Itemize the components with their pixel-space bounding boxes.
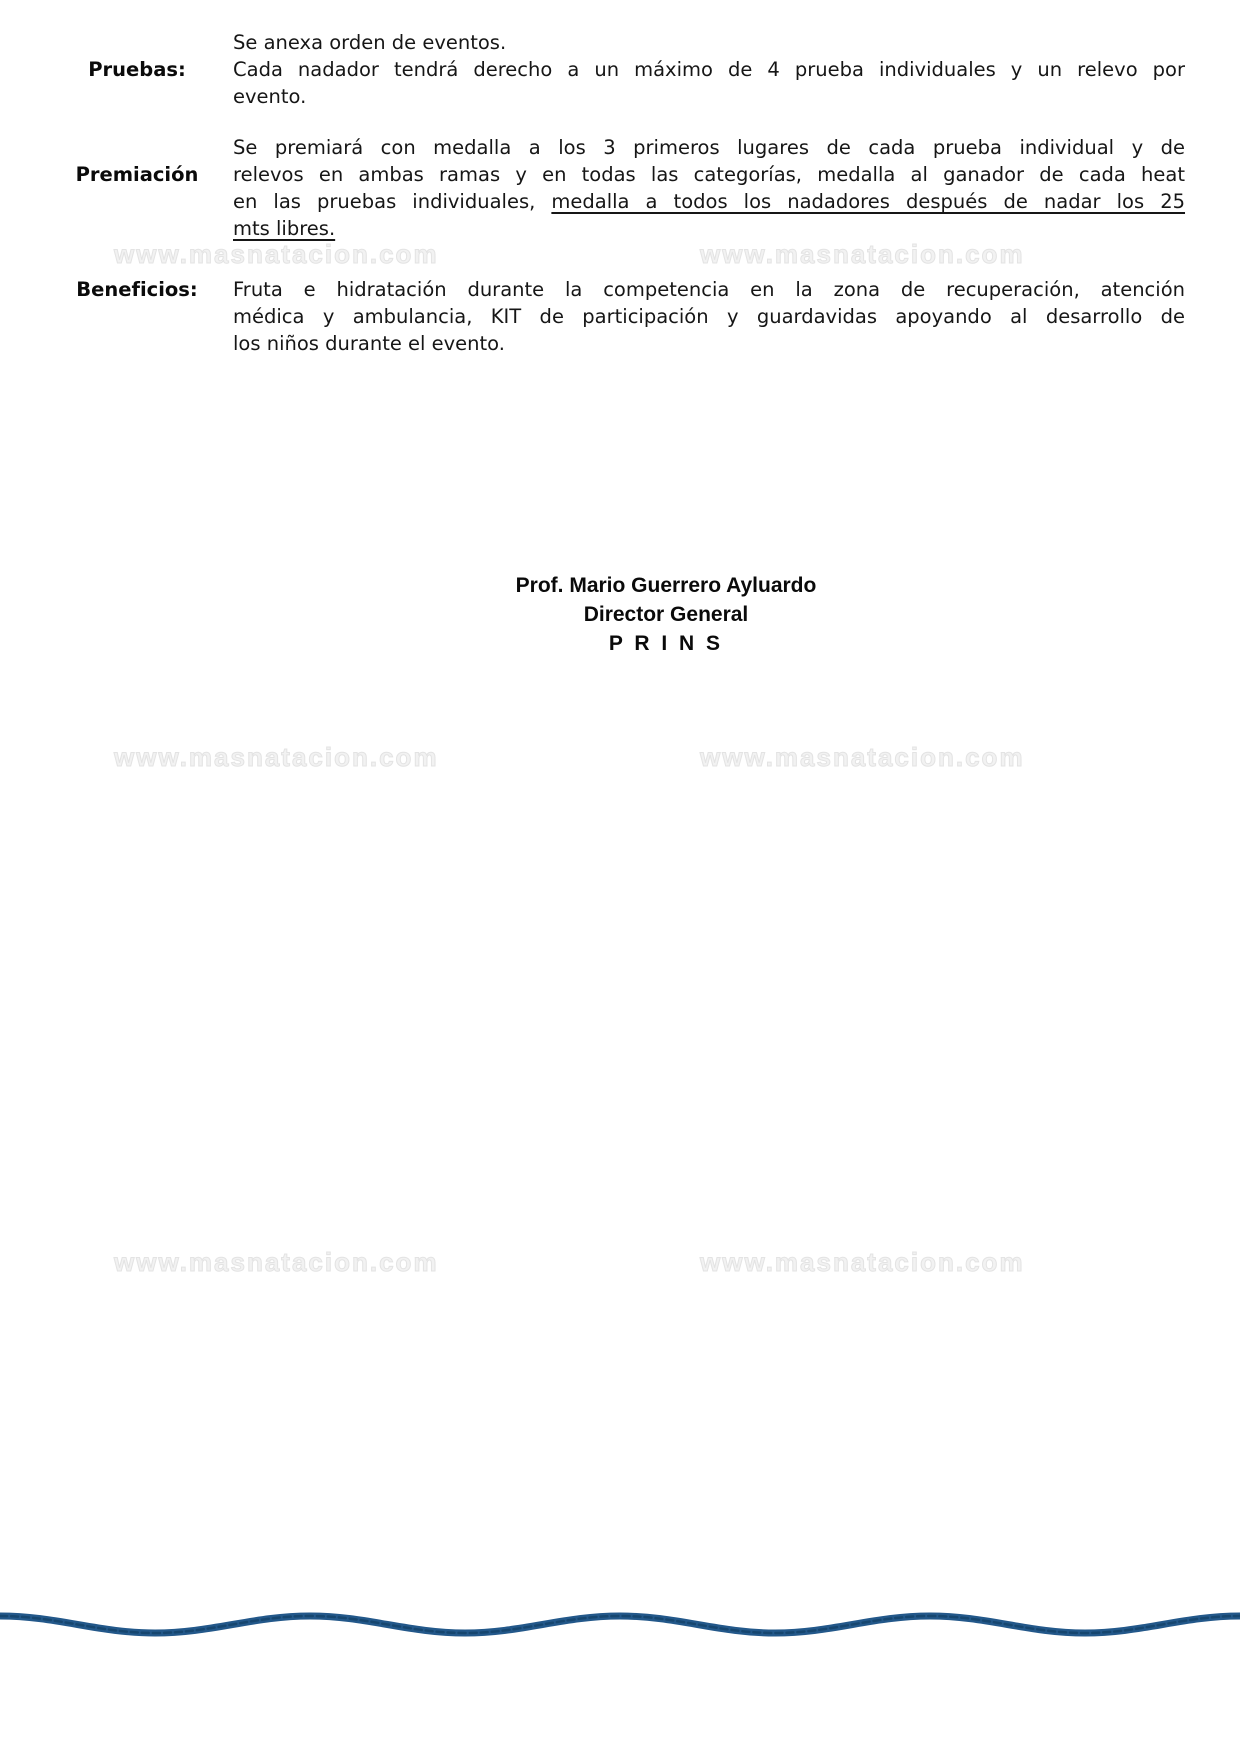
signature-title: Director General [583, 603, 749, 626]
underlined-text: mts libres. [233, 217, 336, 240]
section-label-premiacion: Premiación [75, 163, 199, 186]
section-label-beneficios: Beneficios: [76, 278, 198, 301]
watermark: www.masnatacion.com [114, 239, 439, 269]
paragraph-line: relevos en ambas ramas y en todas las categorías, medalla al ganador de cada heat [233, 163, 1185, 186]
paragraph-line: los niños durante el evento. [233, 332, 505, 355]
section-text-pruebas [233, 29, 1185, 110]
document-body [41, 29, 1185, 357]
watermark: www.masnatacion.com [114, 1247, 439, 1277]
watermark: www.masnatacion.com [700, 1247, 1025, 1277]
paragraph-line [233, 188, 1185, 215]
watermark: www.masnatacion.com [700, 239, 1025, 269]
underlined-text: medalla a todos los nadadores después de nadar los 25 [551, 190, 1186, 213]
watermark: www.masnatacion.com [114, 742, 439, 772]
signature-organization: P R I N S [608, 632, 724, 655]
paragraph-line [233, 215, 1185, 242]
section-text-premiacion [233, 134, 1185, 242]
section-text-beneficios [233, 276, 1185, 357]
section-premiacion [41, 134, 1185, 242]
watermark: www.masnatacion.com [700, 742, 1025, 772]
paragraph-line: evento. [233, 85, 307, 108]
paragraph-line: Cada nadador tendrá derecho a un máximo de 4 prueba individuales y un relevo por [233, 58, 1185, 81]
paragraph-line: Se premiará con medalla a los 3 primeros lugares de cada prueba individual y de [233, 136, 1185, 159]
signature-block [366, 571, 966, 658]
wave-divider [0, 1600, 1240, 1650]
paragraph-line: médica y ambulancia, KIT de participación y guardavidas apoyando al desarrollo de [233, 305, 1185, 328]
paragraph-line: Se anexa orden de eventos. [233, 31, 507, 54]
plain-text: en las pruebas individuales, [233, 190, 552, 213]
paragraph-line: Fruta e hidratación durante la competencia en la zona de recuperación, atención [233, 278, 1185, 301]
section-label-pruebas: Pruebas: [88, 58, 186, 81]
section-beneficios [41, 276, 1185, 357]
section-pruebas [41, 29, 1185, 110]
signature-name: Prof. Mario Guerrero Ayluardo [515, 574, 817, 597]
